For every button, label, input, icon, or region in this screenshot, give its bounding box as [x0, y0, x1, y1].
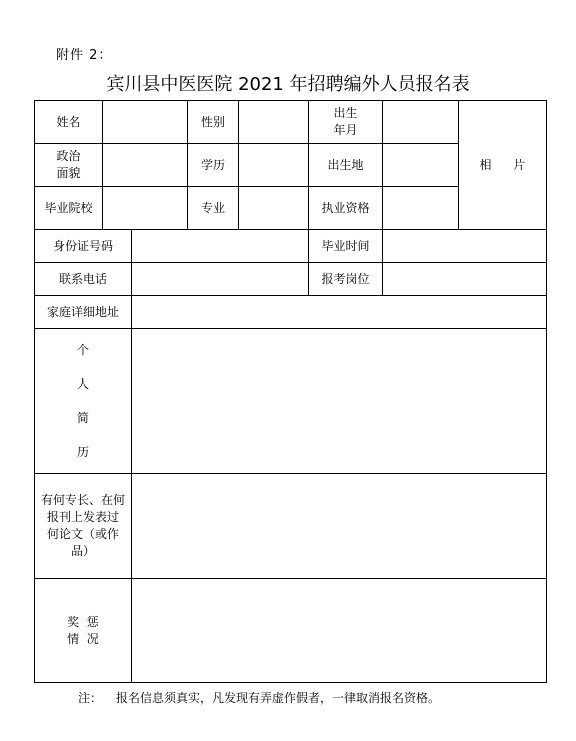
resume-char-4: 历 [76, 444, 89, 459]
qualification-label: 执业资格 [309, 187, 383, 230]
address-field[interactable] [132, 296, 547, 329]
row-phone [35, 263, 547, 296]
position-label: 报考岗位 [309, 263, 383, 296]
row-name [35, 101, 547, 144]
specialty-line-3: 何论文（或作 [46, 527, 119, 541]
school-field[interactable] [103, 187, 188, 230]
footnote-prefix: 注： [78, 691, 103, 705]
phone-field[interactable] [132, 263, 309, 296]
phone-label: 联系电话 [35, 263, 132, 296]
row-id [35, 230, 547, 263]
row-awards [35, 579, 547, 683]
specialty-line-4: 品） [70, 544, 95, 558]
birth-date-field[interactable] [383, 101, 459, 144]
name-field[interactable] [103, 101, 188, 144]
resume-label [35, 329, 132, 474]
education-field[interactable] [239, 144, 309, 187]
footnote-text: 报名信息须真实，凡发现有弄虚作假者，一律取消报名资格。 [116, 691, 441, 705]
major-field[interactable] [239, 187, 309, 230]
registration-form-table [34, 100, 547, 683]
birthplace-field[interactable] [383, 144, 459, 187]
position-field[interactable] [383, 263, 547, 296]
resume-char-3: 简 [76, 410, 89, 425]
awards-label [35, 579, 132, 683]
name-label: 姓名 [35, 101, 103, 144]
specialty-line-2: 报刊上发表过 [46, 510, 119, 524]
awards-line-2: 情 况 [67, 631, 99, 646]
specialty-label [35, 474, 132, 579]
education-label: 学历 [188, 144, 239, 187]
specialty-field[interactable] [132, 474, 547, 579]
political-label-line2: 面貌 [56, 166, 81, 180]
photo-label: 相 片 [479, 157, 526, 172]
footnote [78, 689, 454, 706]
photo-box[interactable] [459, 101, 547, 230]
attachment-label: 附件 2： [56, 48, 113, 63]
gender-label: 性别 [188, 101, 239, 144]
birthplace-label: 出生地 [309, 144, 383, 187]
political-label [35, 144, 103, 187]
birth-date-label-line2: 年月 [333, 123, 358, 137]
resume-char-2: 人 [76, 376, 89, 391]
graduation-time-field[interactable] [383, 230, 547, 263]
specialty-line-1: 有何专长、在何 [40, 493, 125, 507]
id-number-label: 身份证号码 [35, 230, 132, 263]
birth-date-label-line1: 出生 [333, 106, 358, 120]
awards-line-1: 奖 惩 [67, 614, 99, 629]
political-field[interactable] [103, 144, 188, 187]
row-resume [35, 329, 547, 474]
gender-field[interactable] [239, 101, 309, 144]
row-specialty [35, 474, 547, 579]
resume-field[interactable] [132, 329, 547, 474]
school-label: 毕业院校 [35, 187, 103, 230]
awards-field[interactable] [132, 579, 547, 683]
graduation-time-label: 毕业时间 [309, 230, 383, 263]
form-title: 宾川县中医医院 2021 年招聘编外人员报名表 [106, 74, 470, 95]
id-number-field[interactable] [132, 230, 309, 263]
birth-date-label [309, 101, 383, 144]
political-label-line1: 政治 [56, 149, 81, 163]
major-label: 专业 [188, 187, 239, 230]
address-label: 家庭详细地址 [35, 296, 132, 329]
qualification-field[interactable] [383, 187, 459, 230]
row-address [35, 296, 547, 329]
resume-char-1: 个 [76, 342, 89, 357]
